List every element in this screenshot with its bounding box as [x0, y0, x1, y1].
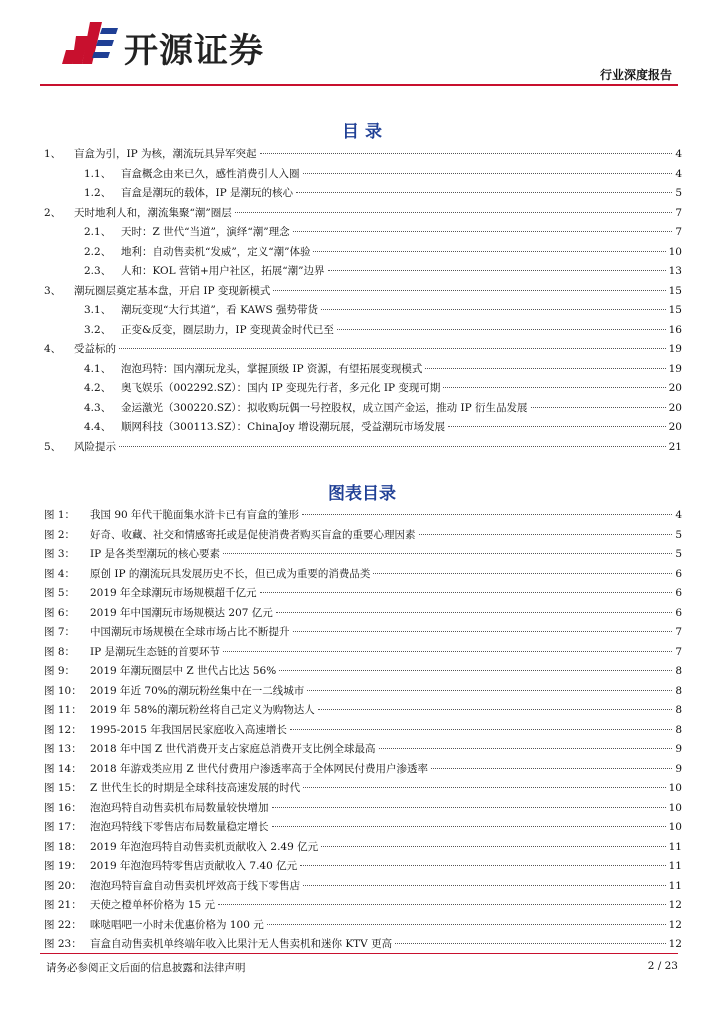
figure-number: 图 20： — [44, 879, 82, 892]
toc-entry-number: 1.1、 — [84, 167, 112, 180]
toc-entry-page: 4 — [675, 167, 682, 180]
dot-leader — [223, 553, 672, 554]
figures-list — [44, 507, 682, 956]
dot-leader — [293, 231, 673, 232]
figure-number: 图 15： — [44, 782, 82, 794]
figure-entry[interactable] — [44, 780, 682, 800]
dot-leader — [218, 904, 666, 905]
figure-entry[interactable] — [44, 878, 682, 898]
toc-entry-text: 天时：Z 世代“当道”，演绎“潮”理念 — [121, 226, 290, 238]
toc-entry-number: 4.1、 — [84, 362, 112, 375]
dot-leader — [302, 514, 672, 515]
figure-entry[interactable] — [44, 683, 682, 703]
toc-entry-number: 2.2、 — [84, 245, 112, 258]
page-number: 2 / 23 — [647, 960, 678, 972]
toc-entry-number: 2.3、 — [84, 265, 112, 277]
toc-entry[interactable] — [44, 400, 682, 420]
table-of-contents — [44, 146, 682, 458]
figure-page: 10 — [668, 782, 682, 794]
toc-entry-number: 3.2、 — [84, 323, 112, 336]
figure-page: 9 — [675, 743, 682, 755]
figure-entry[interactable] — [44, 761, 682, 781]
dot-leader — [260, 592, 673, 593]
figure-page: 6 — [675, 587, 682, 599]
toc-entry[interactable] — [44, 263, 682, 283]
figure-caption: IP 是各类型潮玩的核心要素 — [90, 548, 221, 560]
toc-entry-text: 潮玩圈层奠定基本盘，开启 IP 变现新模式 — [74, 284, 271, 297]
figure-entry[interactable] — [44, 722, 682, 742]
figure-page: 6 — [675, 606, 682, 619]
figure-entry[interactable] — [44, 858, 682, 878]
figure-page: 10 — [668, 821, 682, 833]
toc-title: 目 录 — [342, 122, 382, 142]
toc-entry-page: 20 — [668, 401, 682, 414]
toc-entry[interactable] — [44, 244, 682, 264]
figure-entry[interactable] — [44, 566, 682, 586]
figure-number: 图 21： — [44, 899, 82, 911]
dot-leader — [272, 826, 666, 827]
dot-leader — [328, 270, 666, 271]
dot-leader — [448, 426, 665, 427]
figure-number: 图 11： — [44, 704, 82, 716]
dot-leader — [300, 865, 666, 866]
dot-leader — [419, 534, 673, 535]
toc-entry[interactable] — [44, 283, 682, 303]
figure-caption: 我国 90 年代干脆面集水浒卡已有盲盒的雏形 — [90, 509, 300, 521]
toc-entry-text: 潮玩变现“大行其道”，看 KAWS 强势带货 — [121, 304, 318, 316]
figure-page: 8 — [675, 704, 682, 716]
dot-leader — [443, 387, 665, 388]
dot-leader — [290, 729, 672, 730]
figure-caption: IP 是潮玩生态链的首要环节 — [90, 645, 221, 658]
toc-entry-text: 受益标的 — [74, 343, 116, 355]
figure-caption: 2019 年潮玩圈层中 Z 世代占比达 56% — [90, 665, 277, 677]
dot-leader — [313, 251, 665, 252]
toc-entry-number: 4、 — [44, 343, 62, 355]
figure-entry[interactable] — [44, 527, 682, 547]
toc-entry-page: 5 — [675, 187, 682, 199]
figure-page: 11 — [668, 879, 682, 892]
figure-caption: 2019 年泡泡玛特零售店贡献收入 7.40 亿元 — [90, 860, 298, 872]
figure-entry[interactable] — [44, 663, 682, 683]
toc-entry-text: 地利：自动售卖机“发威”，定义“潮”体验 — [121, 245, 311, 258]
dot-leader — [276, 612, 673, 613]
figure-caption: 2019 年 58%的潮玩粉丝将自己定义为购物达人 — [90, 704, 315, 716]
figure-caption: 2019 年中国潮玩市场规模达 207 亿元 — [90, 606, 273, 619]
figure-entry[interactable] — [44, 585, 682, 605]
toc-entry-text: 金运激光（300220.SZ）：拟收购玩偶一号控股权，成立国产金运，推动 IP 衍生品发展 — [121, 401, 528, 414]
dot-leader — [119, 348, 666, 349]
figure-caption: 2018 年中国 Z 世代消费开支占家庭总消费开支比例全球最高 — [90, 743, 376, 755]
figure-number: 图 7： — [44, 626, 76, 638]
dot-leader — [303, 787, 665, 788]
figure-page: 5 — [675, 548, 682, 560]
figure-caption: 咪哒唱吧一小时未优惠价格为 100 元 — [90, 918, 264, 931]
dot-leader — [273, 290, 665, 291]
toc-entry-number: 4.3、 — [84, 401, 112, 414]
figure-page: 10 — [668, 801, 682, 814]
toc-entry-number: 3.1、 — [84, 304, 112, 316]
toc-entry-page: 20 — [668, 382, 682, 394]
footer-disclaimer: 请务必参阅正文后面的信息披露和法律声明 — [46, 962, 246, 974]
figure-page: 8 — [675, 665, 682, 677]
figure-page: 8 — [675, 684, 682, 697]
dot-leader — [272, 807, 666, 808]
toc-entry-text: 顺网科技（300113.SZ）：ChinaJoy 增设潮玩展，受益潮玩市场发展 — [121, 421, 446, 433]
toc-entry-number: 2、 — [44, 206, 62, 219]
company-name: 开源证券 — [124, 31, 264, 71]
figure-entry[interactable] — [44, 839, 682, 859]
page-header — [0, 0, 724, 90]
dot-leader — [119, 446, 666, 447]
figure-page: 4 — [675, 509, 682, 521]
figure-caption: 原创 IP 的潮流玩具发展历史不长，但已成为重要的消费品类 — [90, 567, 371, 580]
toc-entry[interactable] — [44, 185, 682, 205]
toc-entry-page: 16 — [668, 323, 682, 336]
dot-leader — [321, 846, 666, 847]
figure-number: 图 2： — [44, 528, 76, 541]
dot-leader — [223, 651, 672, 652]
figure-caption: 2018 年游戏类应用 Z 世代付费用户渗透率高于全体网民付费用户渗透率 — [90, 762, 429, 775]
dot-leader — [337, 329, 666, 330]
figure-number: 图 6： — [44, 606, 76, 619]
dot-leader — [293, 631, 673, 632]
dot-leader — [260, 153, 673, 154]
toc-entry-number: 1.2、 — [84, 187, 112, 199]
figure-caption: 好奇、收藏、社交和情感寄托或是促使消费者购买盲盒的重要心理因素 — [90, 528, 416, 541]
figure-number: 图 18： — [44, 840, 82, 853]
toc-entry-page: 10 — [668, 245, 682, 258]
toc-entry-text: 正变&反变，圈层助力，IP 变现黄金时代已至 — [121, 323, 334, 336]
dot-leader — [307, 690, 672, 691]
figure-caption: 泡泡玛特盲盒自动售卖机坪效高于线下零售店 — [90, 879, 300, 892]
toc-entry-page: 19 — [668, 362, 682, 375]
toc-entry-text: 泡泡玛特：国内潮玩龙头，掌握顶级 IP 资源，有望拓展变现模式 — [121, 362, 423, 375]
figure-caption: 1995-2015 年我国居民家庭收入高速增长 — [90, 723, 287, 736]
figure-number: 图 12： — [44, 723, 82, 736]
figures-toc-title: 图表目录 — [328, 484, 396, 504]
toc-entry-page: 13 — [668, 265, 682, 277]
figure-number: 图 23： — [44, 938, 82, 950]
toc-entry[interactable] — [44, 166, 682, 186]
figure-page: 11 — [668, 860, 682, 872]
toc-entry[interactable] — [44, 341, 682, 361]
toc-entry-text: 盲盒概念由来已久，感性消费引人入圈 — [121, 167, 300, 180]
footer-divider — [40, 953, 678, 954]
figure-number: 图 17： — [44, 821, 82, 833]
figure-caption: 泡泡玛特自动售卖机布局数量较快增加 — [90, 801, 269, 814]
dot-leader — [267, 924, 666, 925]
dot-leader — [321, 309, 666, 310]
toc-entry[interactable] — [44, 224, 682, 244]
toc-entry-number: 4.2、 — [84, 382, 112, 394]
figure-number: 图 14： — [44, 762, 82, 775]
figure-number: 图 4： — [44, 567, 76, 580]
figure-number: 图 9： — [44, 665, 76, 677]
figure-page: 12 — [668, 899, 682, 911]
toc-entry-number: 1、 — [44, 148, 62, 160]
figure-number: 图 1： — [44, 509, 76, 521]
toc-entry-number: 3、 — [44, 284, 62, 297]
dot-leader — [531, 407, 666, 408]
header-divider — [40, 84, 678, 86]
toc-entry[interactable] — [44, 439, 682, 459]
dot-leader — [431, 768, 672, 769]
figure-entry[interactable] — [44, 917, 682, 937]
toc-entry-page: 4 — [675, 148, 682, 160]
toc-entry-page: 20 — [668, 421, 682, 433]
figure-number: 图 3： — [44, 548, 76, 560]
figure-entry[interactable] — [44, 702, 682, 722]
figure-number: 图 16： — [44, 801, 82, 814]
toc-entry[interactable] — [44, 361, 682, 381]
toc-entry-page: 15 — [668, 284, 682, 297]
figure-number: 图 22： — [44, 918, 82, 931]
figure-caption: 2019 年近 70%的潮玩粉丝集中在一二线城市 — [90, 684, 305, 697]
figure-caption: 中国潮玩市场规模在全球市场占比不断提升 — [90, 626, 290, 638]
toc-entry-page: 7 — [675, 206, 682, 219]
figure-entry[interactable] — [44, 819, 682, 839]
figure-entry[interactable] — [44, 741, 682, 761]
toc-entry[interactable] — [44, 322, 682, 342]
dot-leader — [296, 192, 672, 193]
figure-entry[interactable] — [44, 546, 682, 566]
figure-page: 5 — [675, 528, 682, 541]
figure-page: 9 — [675, 762, 682, 775]
figure-entry[interactable] — [44, 897, 682, 917]
figure-page: 8 — [675, 723, 682, 736]
figure-number: 图 10： — [44, 684, 82, 697]
toc-entry-text: 奥飞娱乐（002292.SZ）：国内 IP 变现先行者，多元化 IP 变现可期 — [121, 382, 441, 394]
figure-caption: 盲盒自动售卖机单终端年收入比果汁无人售卖机和迷你 KTV 更高 — [90, 938, 393, 950]
toc-entry-page: 19 — [668, 343, 682, 355]
figure-number: 图 5： — [44, 587, 76, 599]
report-type-label: 行业深度报告 — [599, 68, 672, 82]
toc-entry[interactable] — [44, 302, 682, 322]
toc-entry-page: 7 — [675, 226, 682, 238]
dot-leader — [318, 709, 673, 710]
toc-entry-number: 5、 — [44, 440, 62, 453]
toc-entry[interactable] — [44, 146, 682, 166]
figure-entry[interactable] — [44, 644, 682, 664]
figure-page: 12 — [668, 938, 682, 950]
figure-page: 6 — [675, 567, 682, 580]
figure-entry[interactable] — [44, 624, 682, 644]
figure-entry[interactable] — [44, 507, 682, 527]
toc-entry-text: 盲盒是潮玩的载体，IP 是潮玩的核心 — [121, 187, 294, 199]
figure-page: 12 — [668, 918, 682, 931]
figure-caption: Z 世代生长的时期是全球科技高速发展的时代 — [90, 782, 301, 794]
figure-entry[interactable] — [44, 605, 682, 625]
toc-entry[interactable] — [44, 205, 682, 225]
dot-leader — [303, 885, 666, 886]
toc-entry-number: 4.4、 — [84, 421, 112, 433]
toc-entry[interactable] — [44, 419, 682, 439]
dot-leader — [379, 748, 673, 749]
figure-page: 7 — [675, 645, 682, 658]
toc-entry-text: 盲盒为引，IP 为核，潮流玩具异军突起 — [74, 148, 257, 160]
dot-leader — [303, 173, 673, 174]
toc-entry[interactable] — [44, 380, 682, 400]
figure-number: 图 13： — [44, 743, 82, 755]
toc-entry-page: 15 — [668, 304, 682, 316]
company-logo-icon — [62, 20, 122, 68]
dot-leader — [373, 573, 672, 574]
figure-caption: 2019 年全球潮玩市场规模超千亿元 — [90, 587, 257, 599]
dot-leader — [235, 212, 673, 213]
dot-leader — [279, 670, 672, 671]
dot-leader — [425, 368, 665, 369]
figure-entry[interactable] — [44, 800, 682, 820]
figure-page: 7 — [675, 626, 682, 638]
figure-caption: 泡泡玛特线下零售店布局数量稳定增长 — [90, 821, 269, 833]
toc-entry-number: 2.1、 — [84, 226, 112, 238]
figure-caption: 2019 年泡泡玛特自动售卖机贡献收入 2.49 亿元 — [90, 840, 319, 853]
figure-number: 图 8： — [44, 645, 76, 658]
figure-page: 11 — [668, 840, 682, 853]
dot-leader — [395, 943, 666, 944]
toc-entry-text: 人和：KOL 营销+用户社区，拓展“潮”边界 — [121, 265, 325, 277]
figure-caption: 天使之橙单杯价格为 15 元 — [90, 899, 216, 911]
toc-entry-text: 天时地利人和，潮流集聚“潮”圈层 — [74, 206, 232, 219]
figure-number: 图 19： — [44, 860, 82, 872]
toc-entry-text: 风险提示 — [74, 440, 116, 453]
toc-entry-page: 21 — [668, 440, 682, 453]
